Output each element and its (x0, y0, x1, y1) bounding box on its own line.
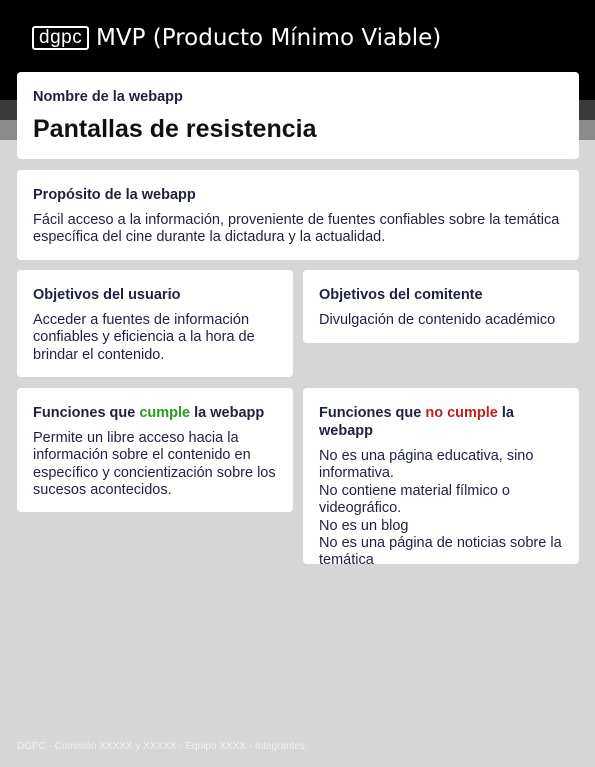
webapp-name-card (17, 72, 579, 159)
dgpc-logo: dgpc (32, 26, 89, 50)
not-fulfills-card (303, 388, 579, 569)
webapp-name-value: Pantallas de resistencia (33, 115, 317, 143)
not-fulfills-item: No es una página educativa, sino informativa. (319, 448, 534, 482)
fulfills-label (33, 404, 277, 422)
not-fulfills-item: No contiene material fílmico o videográfico. (319, 482, 510, 517)
not-fulfills-label-highlight: no cumple (425, 405, 498, 421)
client-goals-card (303, 270, 579, 343)
not-fulfills-item: No es un blog (319, 517, 409, 534)
webapp-name-label: Nombre de la webapp (33, 89, 183, 105)
client-goals-text: Divulgación de contenido académico (319, 312, 556, 328)
page-title: MVP (Producto Mínimo Viable) (96, 25, 442, 51)
purpose-text: Fácil acceso a la información, proveniente de fuentes confiables sobre la temática específica del cine durante la dictadura y la actualidad. (33, 212, 560, 246)
not-fulfills-item: No es una página de noticias sobre la temática (319, 535, 562, 569)
footer-text: DGPC - Comisión XXXXX y XXXXX - Equipo XXXX - Integrantes: (17, 741, 308, 752)
fulfills-card (17, 388, 293, 512)
not-fulfills-label-prefix: Funciones que (319, 405, 426, 421)
fulfills-text: Permite un libre acceso hacia la información sobre el contenido en específico y concientización sobre los sucesos acontecidos. (33, 430, 276, 499)
not-fulfills-label (319, 404, 563, 440)
user-goals-label: Objetivos del usuario (33, 287, 181, 303)
purpose-card (17, 170, 579, 260)
purpose-label: Propósito de la webapp (33, 187, 196, 203)
client-goals-label: Objetivos del comitente (319, 287, 483, 303)
user-goals-card (17, 270, 293, 377)
not-fulfills-label-suffix: la webapp (319, 405, 514, 439)
fulfills-label-highlight: cumple (139, 405, 191, 421)
user-goals-text: Acceder a fuentes de información confiables y eficiencia a la hora de brindar el contenido. (33, 312, 255, 363)
fulfills-label-prefix: Funciones que (33, 405, 140, 421)
not-fulfills-list (319, 448, 563, 570)
fulfills-label-suffix: la webapp (190, 405, 265, 421)
